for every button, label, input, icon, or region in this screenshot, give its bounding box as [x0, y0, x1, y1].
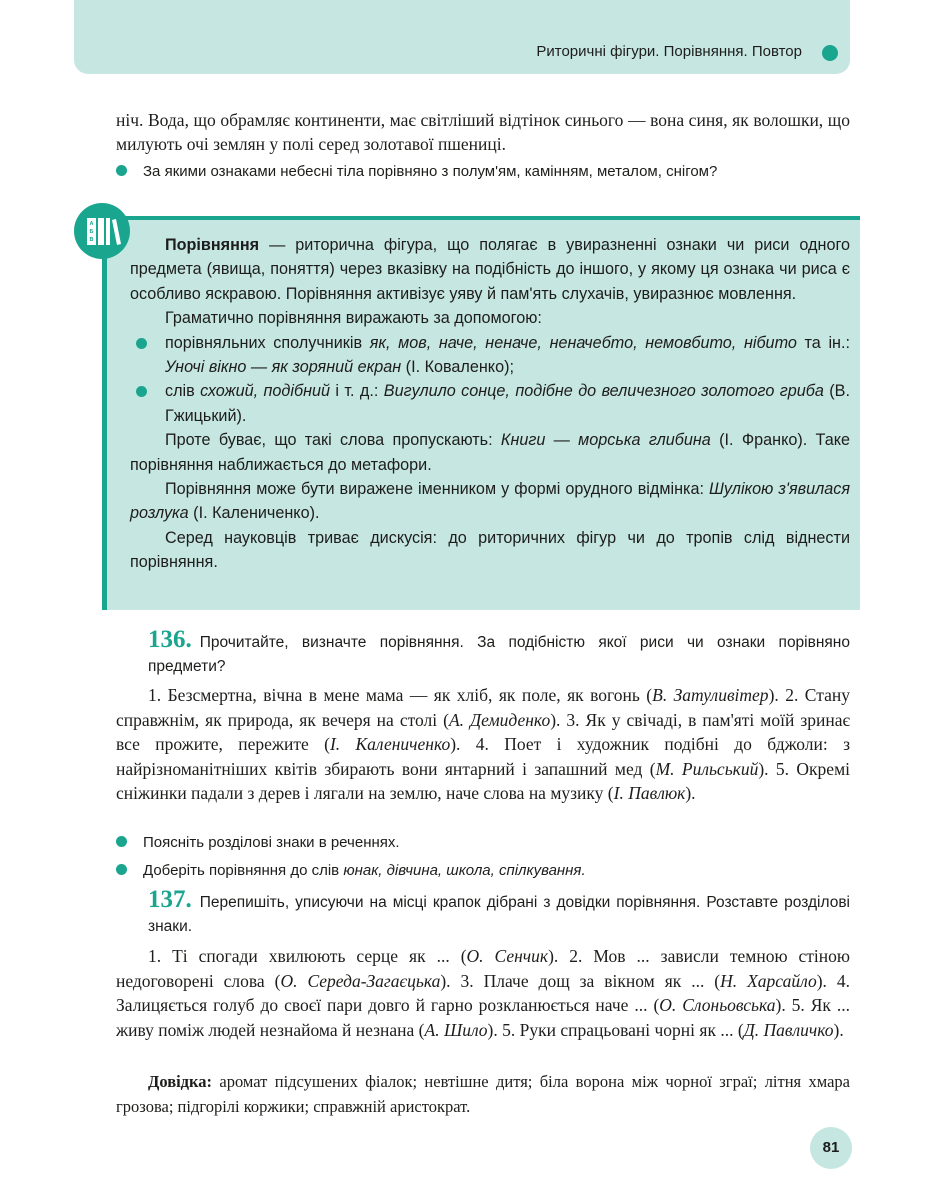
- header-title: Риторичні фігури. Порівняння. Повтор: [536, 43, 802, 60]
- bullet-icon: [136, 338, 147, 349]
- rule-grammar-intro: Граматично порівняння виражають за допомогою:: [165, 309, 542, 328]
- bullet-icon: [136, 386, 147, 397]
- intro-paragraph: ніч. Вода, що обрамляє континенти, має світліший відтінок синього — вона синя, як волошки, що милують очі землян у полі серед золотавої пшениці.: [116, 110, 850, 154]
- exercise-136-text: 1. Безсмертна, вічна в мене мама — як хліб, як поле, як вогонь (В. Затуливітер). 2. Стану справжнім, як природа, як вечеря на столі (А. Демиденко). 3. Як у свічаді, в пам'яті моїй зринає все прожите, пережите (І. Калениченко). 4. Поет і художник подібні до бджоли: з найрізноманітніших квітів збирають вони янтарний і запашний мед (М. Рильський). 5. Окремі сніжинки падали з дерев і лягали на землю, наче слова на музику (І. Павлюк).: [116, 685, 851, 803]
- books-icon: [74, 203, 130, 259]
- header-band: [74, 0, 850, 74]
- exercise-136-question-2: Доберіть порівняння до слів юнак, дівчина, школа, спілкування.: [116, 860, 850, 882]
- exercise-136-question-1: Поясніть розділові знаки в реченнях.: [116, 832, 850, 854]
- exercise-136-task: 136. Прочитайте, визначте порівняння. За подібністю якої риси чи ознаки порівняно предмети?: [148, 626, 850, 675]
- rule-term: Порівняння: [165, 236, 260, 254]
- exercise-137-text: 1. Ті спогади хвилюють серце як ... (О. Сенчик). 2. Мов ... зависли темною стіною недоговорені слова (О. Середа-Загаєцька). 3. Плаче дощ за вікном як ... (Н. Харсайло). 4. Залицяється голуб до своєї пари довго й гарно розкланюється наче ... (О. Слоньовська). 5. Як ... живу поміж людей незнайома й незнана (А. Шило). 5. Руки спрацьовані чорні як ... (Д. Павличко).: [116, 946, 851, 1040]
- bullet-icon: [116, 165, 127, 176]
- exercise-137-number: 137.: [148, 886, 192, 913]
- bullet-icon: [116, 864, 127, 875]
- rule-para-5: Серед науковців триває дискусія: до риторичних фігур чи до тропів слід віднести порівняння.: [130, 528, 850, 572]
- rule-definition: Порівняння — риторична фігура, що полягає в увиразненні ознаки чи риси одного предмета (явища, поняття) через вказівку на подібність до іншого, у якому ця ознака чи риса є особливо яскравою. Порівняння активізує уяву й пам'ять слухачів, увиразнює мовлення.: [130, 236, 850, 303]
- header-dot-icon: [822, 45, 838, 61]
- exercise-137-task: 137. Перепишіть, уписуючи на місці крапок дібрані з довідки порівняння. Розставте розділові знаки.: [148, 886, 850, 935]
- exercise-137-reference: Довідка: аромат підсушених фіалок; невтішне дитя; біла ворона між чорної зграї; літня хмара грозова; підгорілі коржики; справжній аристократ.: [116, 1072, 850, 1116]
- intro-question: За якими ознаками небесні тіла порівняно з полум'ям, камінням, металом, снігом?: [116, 161, 850, 183]
- svg-text:В: В: [89, 237, 94, 243]
- bullet-icon: [116, 836, 127, 847]
- rule-bullet-1: порівняльних сполучників як, мов, наче, неначе, неначебто, немовбито, нібито та ін.: Уночі вікно — як зоряний екран (І. Коваленко);: [130, 331, 850, 380]
- svg-text:А: А: [89, 221, 94, 227]
- rule-bullet-2: слів схожий, подібний і т. д.: Вигулило сонце, подібне до величезного золотого гриба (В. Гжицький).: [130, 379, 850, 428]
- rule-para-4: Порівняння може бути виражене іменником у формі орудного відмінка: Шулікою з'явилася розлука (І. Калениченко).: [130, 480, 850, 523]
- reference-label: Довідка:: [148, 1072, 213, 1091]
- page-number: 81: [822, 1139, 840, 1156]
- rule-text: [130, 233, 850, 575]
- rule-para-3: Проте буває, що такі слова пропускають: Книги — морська глибина (І. Франко). Таке порівняння наближається до метафори.: [130, 431, 850, 474]
- exercise-136-number: 136.: [148, 626, 192, 653]
- svg-text:Б: Б: [89, 229, 94, 235]
